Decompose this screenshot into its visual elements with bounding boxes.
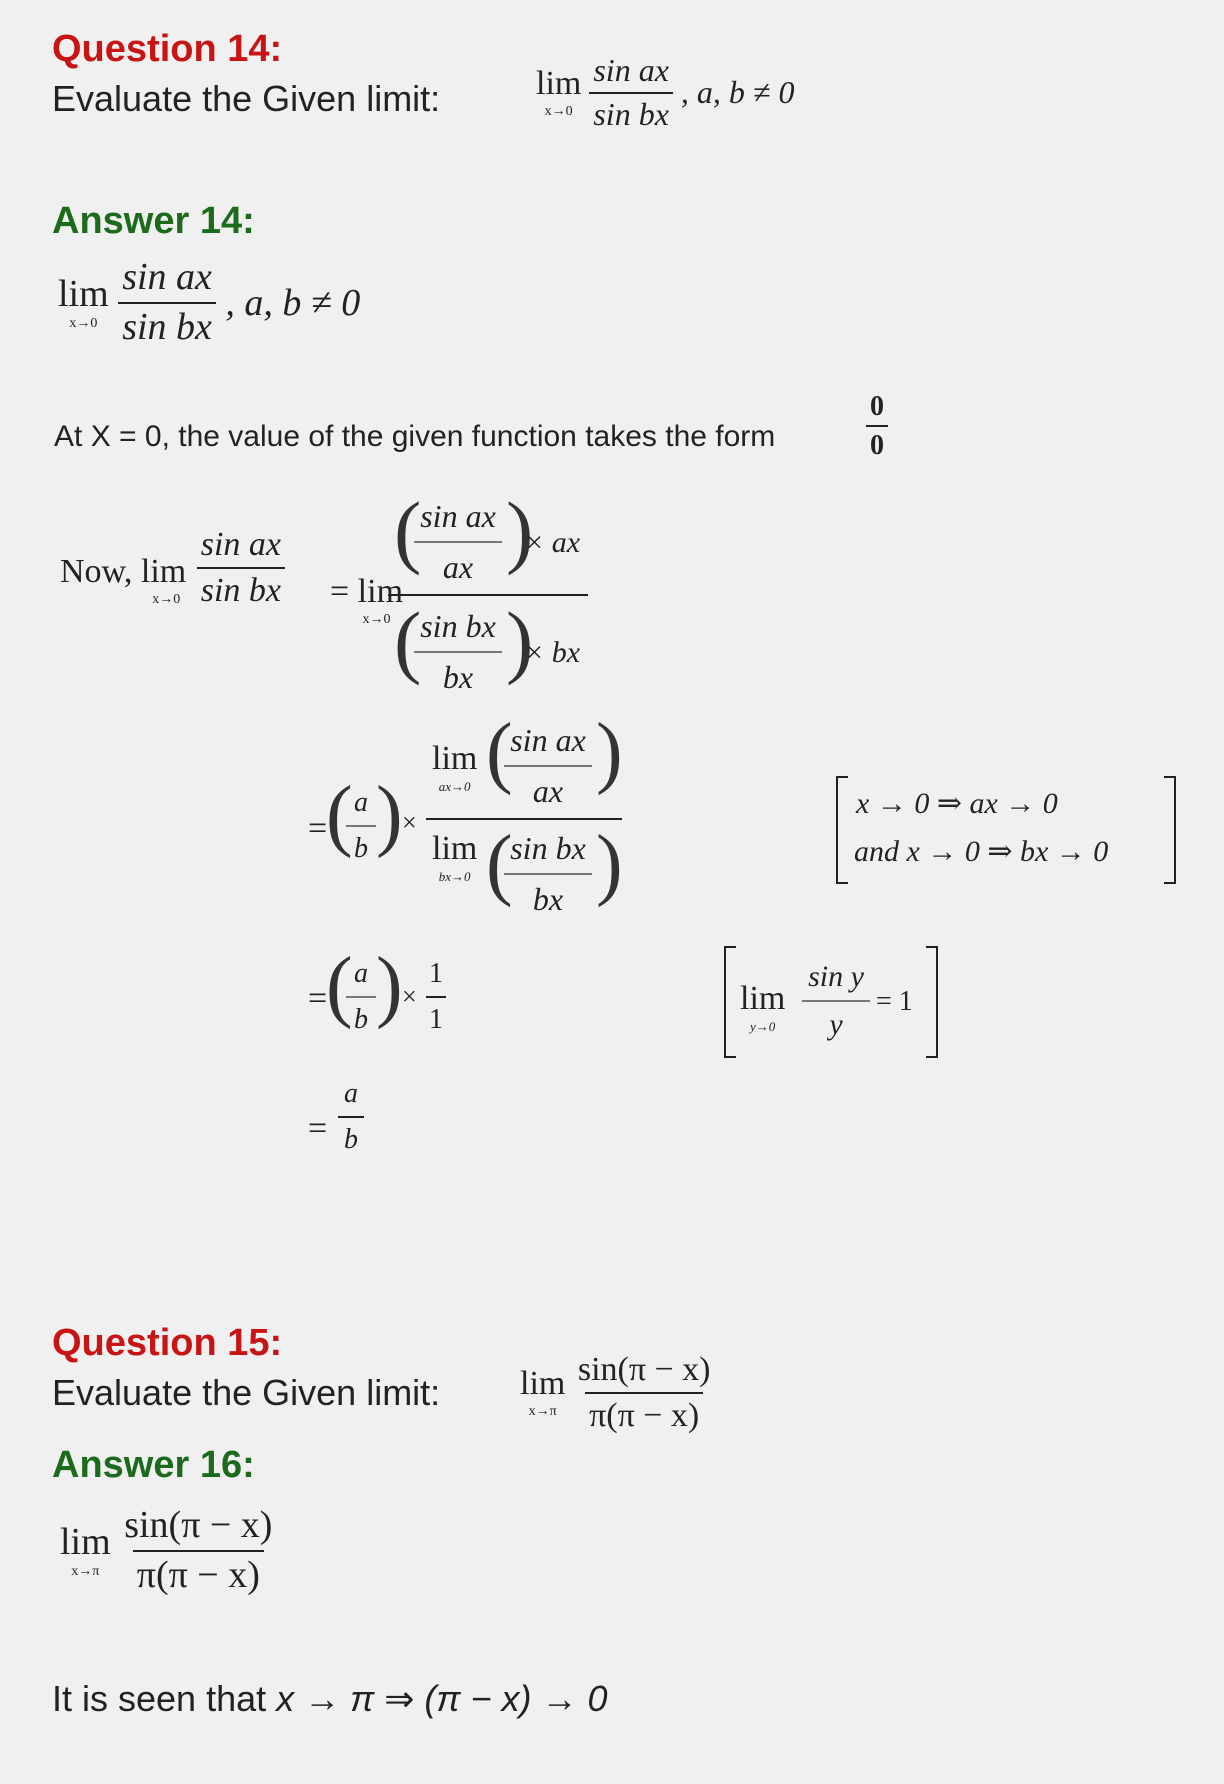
step-2-note [836,776,1176,882]
step-3-times: × [402,982,417,1011]
question-14-expression [536,54,794,131]
limit-fraction: $\frac{\text{sin ax}}{\text{sin bx}}$ [118,258,216,348]
limit-fraction: $\frac{\sin(\pi - x)}{\pi(\pi - x)}$ [577,1351,711,1434]
conclusion-statement: It is seen that x → π ⇒ (π − x) → 0 [52,1678,608,1719]
step-3-note: lim y→0 sin y y = 1 [724,946,938,1058]
condition-text: , a, b ≠ 0 [680,74,795,111]
question-15-expression [520,1352,715,1433]
limit-fraction: $\frac{\sin(\pi - x)}{\pi(\pi - x)}$ [124,1504,273,1596]
question-14-heading: Question 14: [52,28,283,70]
limit-fraction: $\frac{\text{sin ax}}{\text{sin bx}}$ [589,54,673,131]
answer-16-expression [60,1506,276,1596]
step-2-equals: = [308,810,328,847]
answer-14-heading: Answer 14: [52,200,255,242]
limit-operator: lim x→0 [536,64,582,119]
question-14-prompt: Evaluate the Given limit: [52,78,441,119]
answer-14-expression [58,258,360,348]
step-4-equals: = [308,1110,328,1147]
limit-operator: lim x→π [60,1520,111,1579]
question-15-prompt: Evaluate the Given limit: [52,1372,441,1413]
limit-operator: lim x→π [520,1364,566,1419]
answer-16-heading: Answer 16: [52,1444,255,1486]
note-line-2: and x → 0 ⇒ bx → 0 [854,835,1109,868]
step-4-a-over-b: a b [336,1078,366,1156]
step-1-lhs: Now, lim x→0 $\frac{\text{sin ax}}{\text{sin bx}}$ [60,555,285,608]
condition-text: , a, b ≠ 0 [225,281,361,324]
note-line-1: x → 0 ⇒ ax → 0 [856,787,1058,820]
limit-operator: lim x→0 [58,272,109,331]
step-2-a-over-b: ( a b ) [326,771,403,864]
indeterminate-form-statement: At X = 0, the value of the given function takes the form [54,420,776,453]
zero-over-zero: $\frac{0}{0}$ [866,392,888,461]
step-3-a-over-b: ( a b ) [326,942,403,1035]
step-1-equals-lim: = lim x→0 [330,573,404,627]
step-3-one-over-one: 1 1 [424,958,448,1036]
step-2-compound-fraction: lim ax→0 ( sin ax ax ) lim bx→0 ( sin bx bx ) [426,712,626,928]
step-1-compound-fraction: ( sin ax ax ) × ax ( sin bx bx ) × bx [388,490,588,700]
step-3-equals: = [308,980,328,1017]
question-15-heading: Question 15: [52,1322,283,1364]
step-2-times: × [402,808,417,837]
conclusion-math: x → π ⇒ (π − x) → 0 [276,1678,608,1719]
